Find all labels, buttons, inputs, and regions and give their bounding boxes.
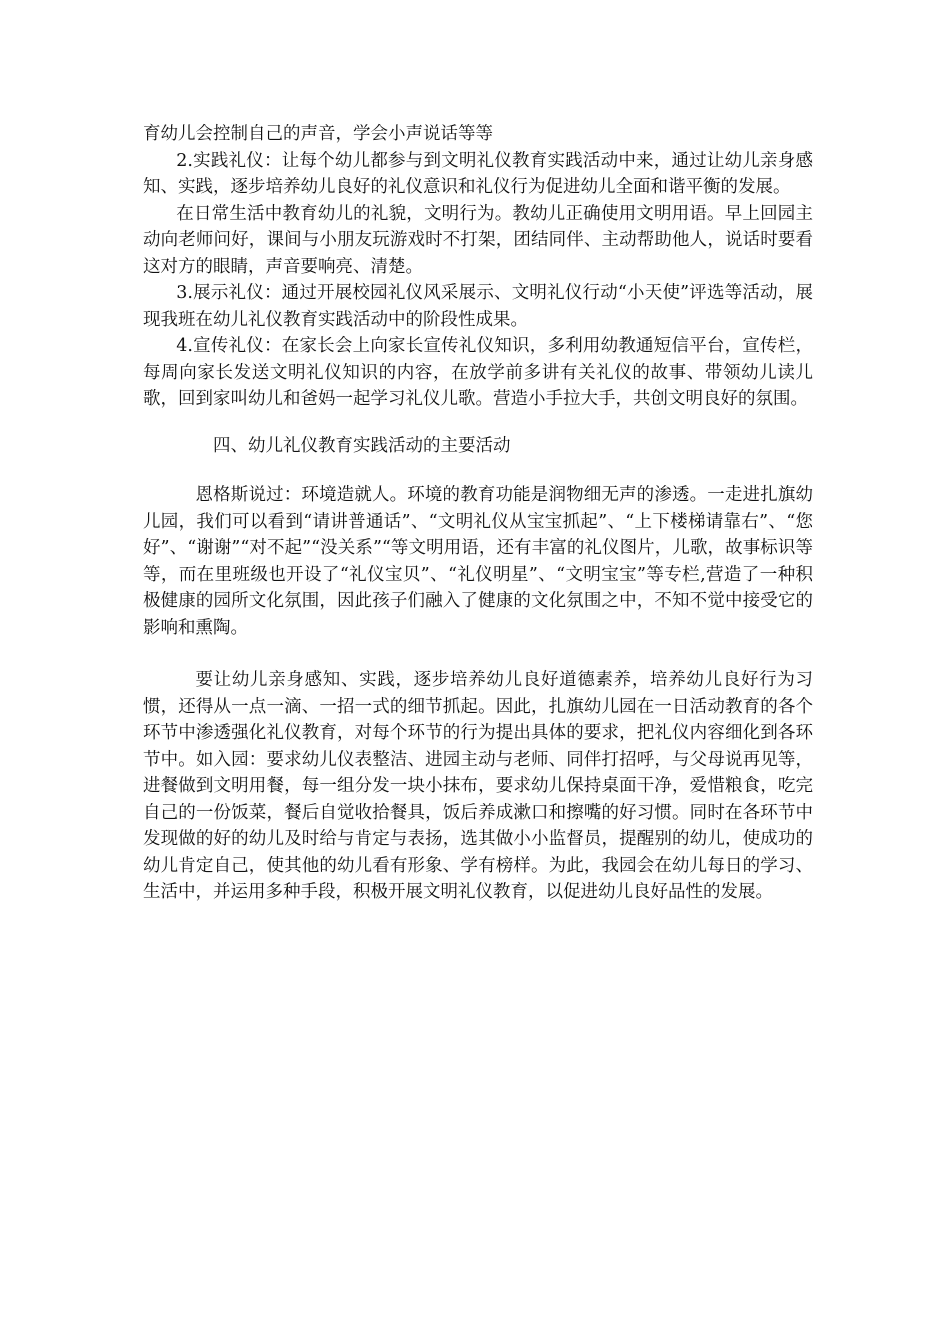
paragraph-habits: 要让幼儿亲身感知、实践，逐步培养幼儿良好道德素养，培养幼儿良好行为习惯，还得从一点一滴、一招一式的细节抓起。因此，扎旗幼儿园在一日活动教育的各个环节中渗透强化礼仪教育，对每个环节的行为提出具体的要求，把礼仪内容细化到各环节中。如入园：要求幼儿仪表整洁、进园主动与老师、同伴打招呼，与父母说再见等，进餐做到文明用餐，每一组分发一块小抹布，要求幼儿保持桌面干净，爱惜粮食，吃完自己的一份饭菜，餐后自觉收拾餐具，饭后养成漱口和擦嘴的好习惯。同时在各环节中发现做的好的幼儿及时给与肯定与表扬，选其做小小监督员，提醒别的幼儿，使成功的幼儿肯定自己，使其他的幼儿看有形象、学有榜样。为此，我园会在幼儿每日的学习、生活中，并运用多种手段，积极开展文明礼仪教育，以促进幼儿良好品性的发展。 xyxy=(143,670,813,902)
paragraph-promote-etiquette: 4.宣传礼仪：在家长会上向家长宣传礼仪知识，多利用幼教通短信平台，宣传栏，每周向家长发送文明礼仪知识的内容，在放学前多讲有关礼仪的故事、带领幼儿读儿歌，回到家叫幼儿和爸妈一起学习礼仪儿歌。营造小手拉大手，共创文明良好的氛围。 xyxy=(143,336,813,409)
paragraph-display-etiquette: 3.展示礼仪：通过开展校园礼仪风采展示、文明礼仪行动“小天使”评选等活动，展现我班在幼儿礼仪教育实践活动中的阶段性成果。 xyxy=(143,283,813,330)
section-heading: 四、幼儿礼仪教育实践活动的主要活动 xyxy=(213,435,511,456)
paragraph-continuation: 育幼儿会控制自己的声音，学会小声说话等等 xyxy=(143,124,493,144)
paragraph-daily-life: 在日常生活中教育幼儿的礼貌，文明行为。教幼儿正确使用文明用语。早上回园主动向老师问好，课间与小朋友玩游戏时不打架，团结同伴、主动帮助他人，说话时要看这对方的眼睛，声音要响亮、清楚。 xyxy=(143,203,813,277)
document-page xyxy=(143,121,813,906)
paragraph-practice-etiquette: 2.实践礼仪：让每个幼儿都参与到文明礼仪教育实践活动中来，通过让幼儿亲身感知、实践，逐步培养幼儿良好的礼仪意识和礼仪行为促进幼儿全面和谐平衡的发展。 xyxy=(143,150,813,197)
paragraph-environment: 恩格斯说过：环境造就人。环境的教育功能是润物细无声的渗透。一走进扎旗幼儿园，我们可以看到“请讲普通话”、“文明礼仪从宝宝抓起”、“上下楼梯请靠右”、“您好”、“谢谢”“对不起”“没关系”“等文明用语，还有丰富的礼仪图片，儿歌，故事标识等等，而在里班级也开设了“礼仪宝贝”、“礼仪明星”、“文明宝宝”等专栏,营造了一种积极健康的园所文化氛围，因此孩子们融入了健康的文化氛围之中，不知不觉中接受它的影响和熏陶。 xyxy=(143,485,813,638)
